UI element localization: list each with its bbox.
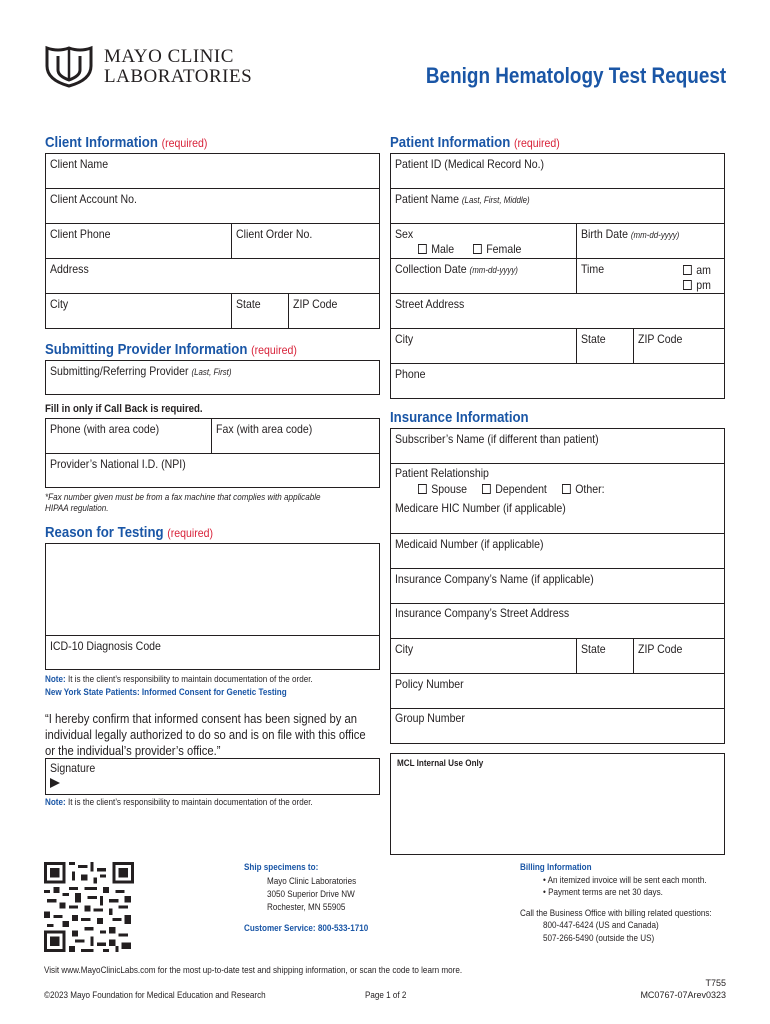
provider-title: Submitting Provider Information bbox=[45, 341, 248, 358]
reason-title: Reason for Testing bbox=[45, 524, 164, 541]
billing-call: Call the Business Office with billing related questions: bbox=[520, 908, 712, 918]
provider-required: (required) bbox=[251, 343, 297, 357]
client-zip-field[interactable]: ZIP Code bbox=[293, 297, 338, 311]
logo-line2: LABORATORIES bbox=[104, 66, 253, 87]
ny-consent-title: New York State Patients: Informed Consent for Genetic Testing bbox=[45, 687, 287, 697]
callback-note: Fill in only if Call Back is required. bbox=[45, 403, 203, 415]
patient-zip-field[interactable]: ZIP Code bbox=[638, 332, 683, 346]
patient-name-field[interactable] bbox=[395, 192, 530, 206]
fax-note-line1: *Fax number given must be from a fax machine that complies with applicable bbox=[45, 492, 321, 502]
other-label: Other: bbox=[575, 482, 605, 496]
copyright: ©2023 Mayo Foundation for Medical Education and Research bbox=[44, 990, 266, 1000]
group-number-field[interactable]: Group Number bbox=[395, 711, 465, 725]
medicare-field[interactable]: Medicare HIC Number (if applicable) bbox=[395, 501, 566, 515]
signature-label: Signature bbox=[50, 761, 96, 775]
consent-line3: or the individual’s provider’s office.” bbox=[45, 744, 221, 758]
birth-date-label: Birth Date bbox=[581, 227, 628, 241]
spouse-label: Spouse bbox=[431, 482, 468, 496]
qr-code-icon bbox=[44, 862, 134, 952]
dependent-checkbox[interactable] bbox=[482, 484, 491, 494]
ship-line3: Rochester, MN 55905 bbox=[267, 902, 346, 912]
am-option[interactable] bbox=[683, 263, 711, 277]
icd10-field[interactable]: ICD-10 Diagnosis Code bbox=[50, 639, 161, 653]
am-checkbox[interactable] bbox=[683, 265, 692, 275]
patient-phone-field[interactable]: Phone bbox=[395, 367, 426, 381]
insurance-state-field[interactable]: State bbox=[581, 642, 606, 656]
am-label: am bbox=[696, 263, 711, 277]
billing-item-2: • Payment terms are net 30 days. bbox=[543, 887, 663, 897]
client-state-field[interactable]: State bbox=[236, 297, 261, 311]
client-account-field[interactable]: Client Account No. bbox=[50, 192, 137, 206]
insurance-city-field[interactable]: City bbox=[395, 642, 414, 656]
client-name-field[interactable]: Client Name bbox=[50, 157, 109, 171]
fax-note-line2: HIPAA regulation. bbox=[45, 503, 109, 513]
provider-fax-field[interactable]: Fax (with area code) bbox=[216, 422, 313, 436]
visit-text: Visit www.MayoClinicLabs.com for the most up-to-date test and shipping information, or scan the code to learn more. bbox=[44, 965, 463, 975]
mcl-internal-box bbox=[390, 753, 725, 855]
billing-intl-phone: 507-266-5490 (outside the US) bbox=[543, 933, 655, 943]
reason-section-title bbox=[45, 524, 213, 541]
mcl-internal-label: MCL Internal Use Only bbox=[397, 758, 484, 768]
insurance-section-title: Insurance Information bbox=[390, 409, 529, 426]
client-order-field[interactable]: Client Order No. bbox=[236, 227, 313, 241]
signature-note-label: Note: bbox=[45, 797, 66, 807]
client-phone-field[interactable]: Client Phone bbox=[50, 227, 111, 241]
collection-date-hint: (mm-dd-yyyy) bbox=[469, 265, 518, 275]
client-address-field[interactable]: Address bbox=[50, 262, 89, 276]
consent-line1: “I hereby confirm that informed consent has been signed by an bbox=[45, 712, 358, 726]
dependent-label: Dependent bbox=[495, 482, 547, 496]
referring-provider-hint: (Last, First) bbox=[191, 367, 232, 377]
consent-line2: individual legally authorized to do so and is on file with this office bbox=[45, 728, 366, 742]
signature-box[interactable] bbox=[45, 758, 380, 795]
patient-street-field[interactable]: Street Address bbox=[395, 297, 465, 311]
collection-date-label: Collection Date bbox=[395, 262, 467, 276]
collection-date-field[interactable] bbox=[395, 262, 518, 276]
pm-option[interactable] bbox=[683, 278, 711, 292]
patient-city-field[interactable]: City bbox=[395, 332, 414, 346]
ship-line1: Mayo Clinic Laboratories bbox=[267, 876, 357, 886]
time-field[interactable]: Time bbox=[581, 262, 605, 276]
pm-label: pm bbox=[696, 278, 711, 292]
customer-service: Customer Service: 800-533-1710 bbox=[244, 923, 369, 933]
qr-code[interactable] bbox=[44, 862, 134, 952]
form-code-1: T755 bbox=[705, 978, 726, 988]
birth-date-field[interactable] bbox=[581, 227, 679, 241]
mayo-logo bbox=[44, 44, 264, 88]
referring-provider-label: Submitting/Referring Provider bbox=[50, 364, 189, 378]
subscriber-field[interactable]: Subscriber’s Name (if different than patient) bbox=[395, 432, 599, 446]
policy-number-field[interactable]: Policy Number bbox=[395, 677, 464, 691]
patient-id-field[interactable]: Patient ID (Medical Record No.) bbox=[395, 157, 545, 171]
form-title: Benign Hematology Test Request bbox=[425, 63, 726, 88]
patient-title: Patient Information bbox=[390, 134, 511, 151]
client-title: Client Information bbox=[45, 134, 158, 151]
billing-title: Billing Information bbox=[520, 862, 592, 872]
reason-note bbox=[45, 674, 313, 684]
insurance-company-address-field[interactable]: Insurance Company’s Street Address bbox=[395, 606, 570, 620]
sex-female-option[interactable] bbox=[473, 242, 521, 256]
relationship-label: Patient Relationship bbox=[395, 466, 489, 480]
patient-section-title bbox=[390, 134, 560, 151]
page-number: Page 1 of 2 bbox=[365, 990, 407, 1000]
female-checkbox[interactable] bbox=[473, 244, 482, 254]
insurance-company-name-field[interactable]: Insurance Company’s Name (if applicable) bbox=[395, 572, 594, 586]
insurance-zip-field[interactable]: ZIP Code bbox=[638, 642, 683, 656]
medicaid-field[interactable]: Medicaid Number (if applicable) bbox=[395, 537, 544, 551]
sex-male-option[interactable] bbox=[418, 242, 454, 256]
logo-line1: MAYO CLINIC bbox=[104, 46, 234, 67]
provider-section-title bbox=[45, 341, 297, 358]
patient-name-label: Patient Name bbox=[395, 192, 459, 206]
male-label: Male bbox=[431, 242, 455, 256]
other-checkbox[interactable] bbox=[562, 484, 571, 494]
ship-title: Ship specimens to: bbox=[244, 862, 319, 872]
patient-required: (required) bbox=[513, 136, 560, 150]
provider-phone-field[interactable]: Phone (with area code) bbox=[50, 422, 160, 436]
provider-npi-field[interactable]: Provider’s National I.D. (NPI) bbox=[50, 457, 186, 471]
client-required: (required) bbox=[161, 136, 208, 150]
reason-required: (required) bbox=[167, 526, 214, 540]
billing-us-phone: 800-447-6424 (US and Canada) bbox=[543, 920, 659, 930]
patient-state-field[interactable]: State bbox=[581, 332, 606, 346]
spouse-checkbox[interactable] bbox=[418, 484, 427, 494]
client-city-field[interactable]: City bbox=[50, 297, 69, 311]
sex-label: Sex bbox=[395, 227, 414, 241]
female-label: Female bbox=[486, 242, 522, 256]
mayo-shield-icon bbox=[44, 44, 94, 88]
billing-item-1: • An itemized invoice will be sent each month. bbox=[543, 875, 707, 885]
ship-line2: 3050 Superior Drive NW bbox=[267, 889, 355, 899]
patient-name-hint: (Last, First, Middle) bbox=[461, 195, 530, 205]
signature-note bbox=[45, 797, 313, 807]
dependent-option[interactable] bbox=[482, 482, 547, 496]
consent-text bbox=[45, 711, 366, 759]
referring-provider-field[interactable] bbox=[50, 364, 232, 378]
reason-note-label: Note: bbox=[45, 674, 66, 684]
spouse-option[interactable] bbox=[418, 482, 467, 496]
signature-note-text: It is the client’s responsibility to maintain documentation of the order. bbox=[67, 797, 313, 807]
birth-date-hint: (mm-dd-yyyy) bbox=[630, 230, 680, 240]
pm-checkbox[interactable] bbox=[683, 280, 692, 290]
form-code-2: MC0767-07Arev0323 bbox=[640, 990, 726, 1000]
reason-note-text: It is the client’s responsibility to maintain documentation of the order. bbox=[67, 674, 313, 684]
other-option[interactable] bbox=[562, 482, 605, 496]
male-checkbox[interactable] bbox=[418, 244, 427, 254]
signature-arrow-icon bbox=[49, 777, 61, 789]
client-section-title bbox=[45, 134, 207, 151]
